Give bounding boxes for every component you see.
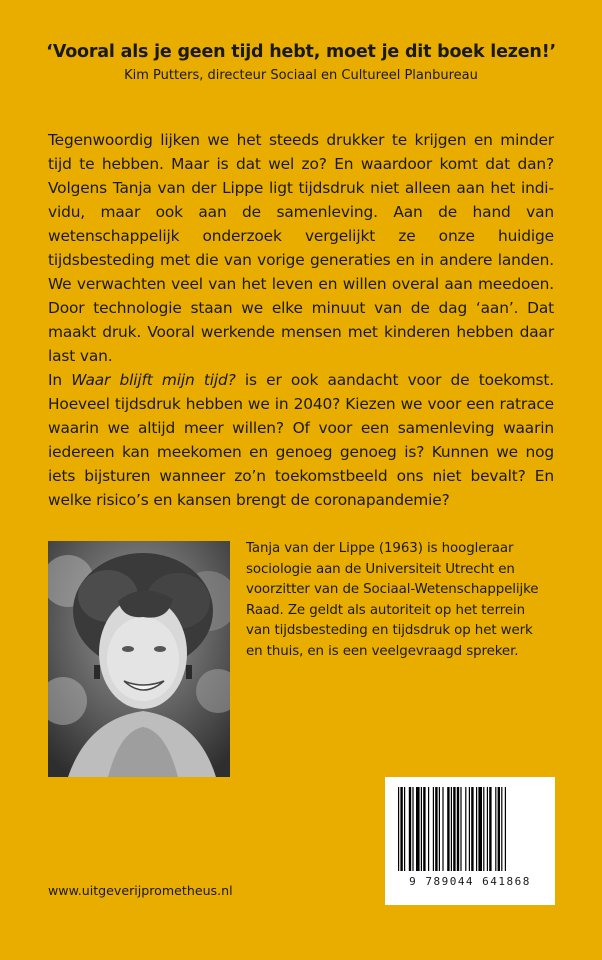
blurb-paragraph: Tegenwoordig lijken we het steeds drukker te krijgen en minder tijd te hebben. Maar is dat wel zo? En waardoor komt dat dan? Volgens Tanja van der Lippe ligt tijdsdruk niet alleen aan het individu, maar ook aan de samenleving. Aan de hand van wetenschappelijk onderzoek vergelijkt ze onze huidige tijdsbesteding met die van vorige generaties en in andere landen. We verwachten veel van het leven en willen overal aan meedoen. Door technologie staan we elke minuut van de dag ‘aan’. Dat maakt druk. Vooral werkende mensen met kinderen hebben daar last van. [48,131,554,365]
book-blurb [48,128,554,512]
blurb-p2-prefix: In [48,371,72,389]
author-bio: Tanja van der Lippe (1963) is hoogleraar sociologie aan de Universiteit Utrecht en voorzitter van de Sociaal-Wetenschappelijke Raad. Ze geldt als autoriteit op het terrein van tijdsbesteding en tijdsdruk op het werk en thuis, en is een veelgevraagd spreker. [246,541,539,659]
author-portrait-image [48,541,230,777]
endorsement-quote: ‘Vooral als je geen tijd hebt, moet je dit boek lezen!’ [46,42,556,62]
isbn-barcode [385,777,555,905]
blurb-p2-rest: is er ook aandacht voor de toekomst. Hoeveel tijdsdruk hebben we in 2040? Kiezen we voor een ratrace waarin we altijd meer willen? Of voor een samenleving waarin iedereen kan meekomen en genoeg genoeg is? Kunnen we nog iets bijsturen wanneer zo’n toekomstbeeld ons niet bevalt? En welke risico’s en kansen brengt de coronapandemie? [48,371,554,509]
blurb-paragraph-2 [48,368,554,512]
book-title-italic: Waar blijft mijn tijd? [71,371,236,389]
quote-attribution: Kim Putters, directeur Sociaal en Cultureel Planbureau [124,68,478,83]
author-photo [48,541,230,777]
isbn-number: 9 789044 641868 [409,875,531,888]
publisher-url: www.uitgeverijprometheus.nl [48,883,233,898]
barcode-bars-graphic [398,787,542,875]
